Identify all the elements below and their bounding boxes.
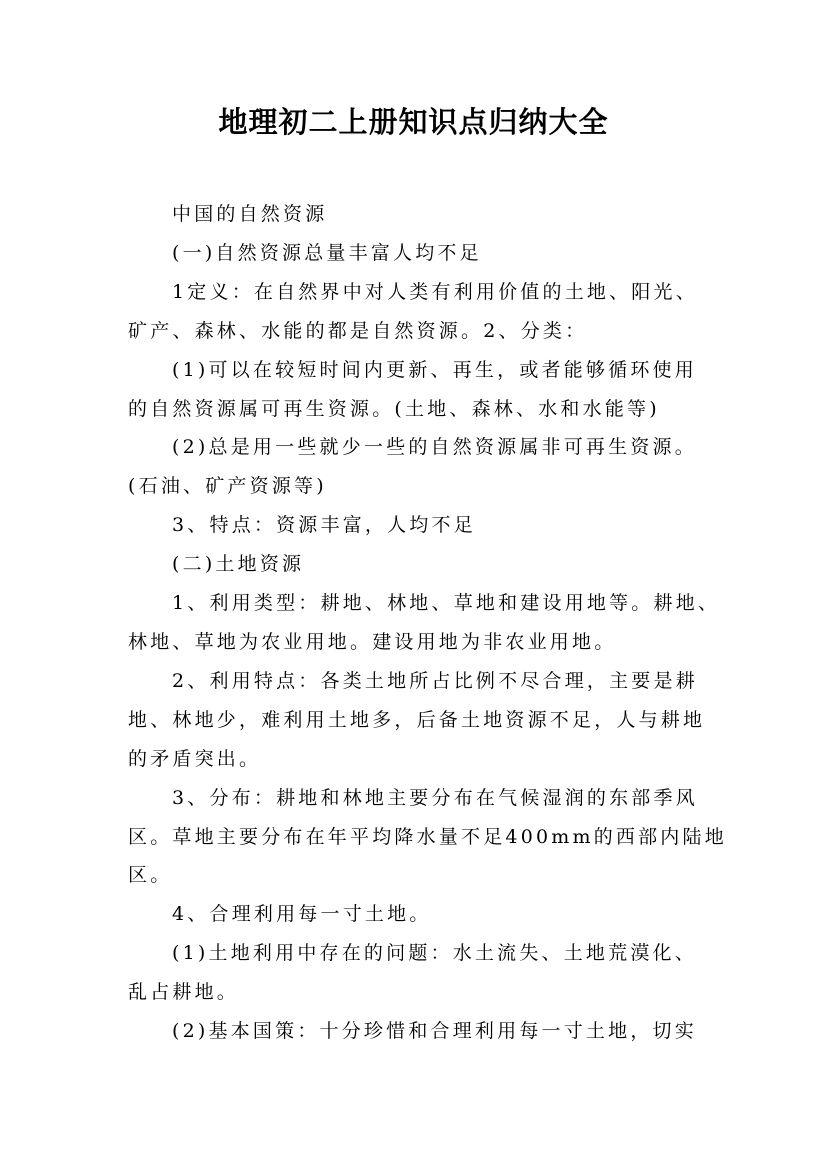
paragraph-line: (2)基本国策：十分珍惜和合理利用每一寸土地，切实 (172, 1020, 697, 1043)
paragraph-line: 的自然资源属可再生资源。(土地、森林、水和水能等) (128, 397, 660, 420)
paragraph-line: (1)土地利用中存在的问题：水土流失、土地荒漠化、 (172, 942, 697, 965)
paragraph-line: 1、利用类型：耕地、林地、草地和建设用地等。耕地、 (172, 592, 721, 615)
paragraph-line: 矿产、森林、水能的都是自然资源。2、分类： (128, 319, 588, 342)
paragraph-line: 的矛盾突出。 (128, 747, 262, 770)
paragraph-line: 林地、草地为农业用地。建设用地为非农业用地。 (128, 630, 617, 653)
paragraph-line: (石油、矿产资源等) (128, 475, 327, 498)
paragraph-line: 4、合理利用每一寸土地。 (172, 903, 432, 926)
page-title: 地理初二上册知识点归纳大全 (218, 105, 609, 139)
paragraph-line: 3、特点：资源丰富，人均不足 (172, 514, 476, 537)
paragraph-line: 区。 (128, 864, 173, 887)
paragraph-line: 乱占耕地。 (128, 981, 240, 1004)
paragraph-line: 3、分布：耕地和林地主要分布在气候湿润的东部季风 (172, 786, 698, 809)
paragraph-line: (1)可以在较短时间内更新、再生，或者能够循环使用 (172, 358, 697, 381)
paragraph-line: 区。草地主要分布在年平均降水量不足400mm的西部内陆地 (128, 825, 727, 848)
paragraph-line: (二)土地资源 (172, 553, 305, 576)
paragraph-line: 2、利用特点：各类土地所占比例不尽合理，主要是耕 (172, 669, 698, 692)
paragraph-line: 中国的自然资源 (172, 203, 328, 225)
paragraph-line: (2)总是用一些就少一些的自然资源属非可再生资源。 (172, 436, 697, 459)
paragraph-line: (一)自然资源总量丰富人均不足 (172, 241, 482, 264)
paragraph-line: 1定义：在自然界中对人类有利用价值的土地、阳光、 (172, 280, 698, 303)
paragraph-line: 地、林地少，难利用土地多，后备土地资源不足，人与耕地 (128, 708, 706, 731)
document-body (128, 195, 727, 1051)
